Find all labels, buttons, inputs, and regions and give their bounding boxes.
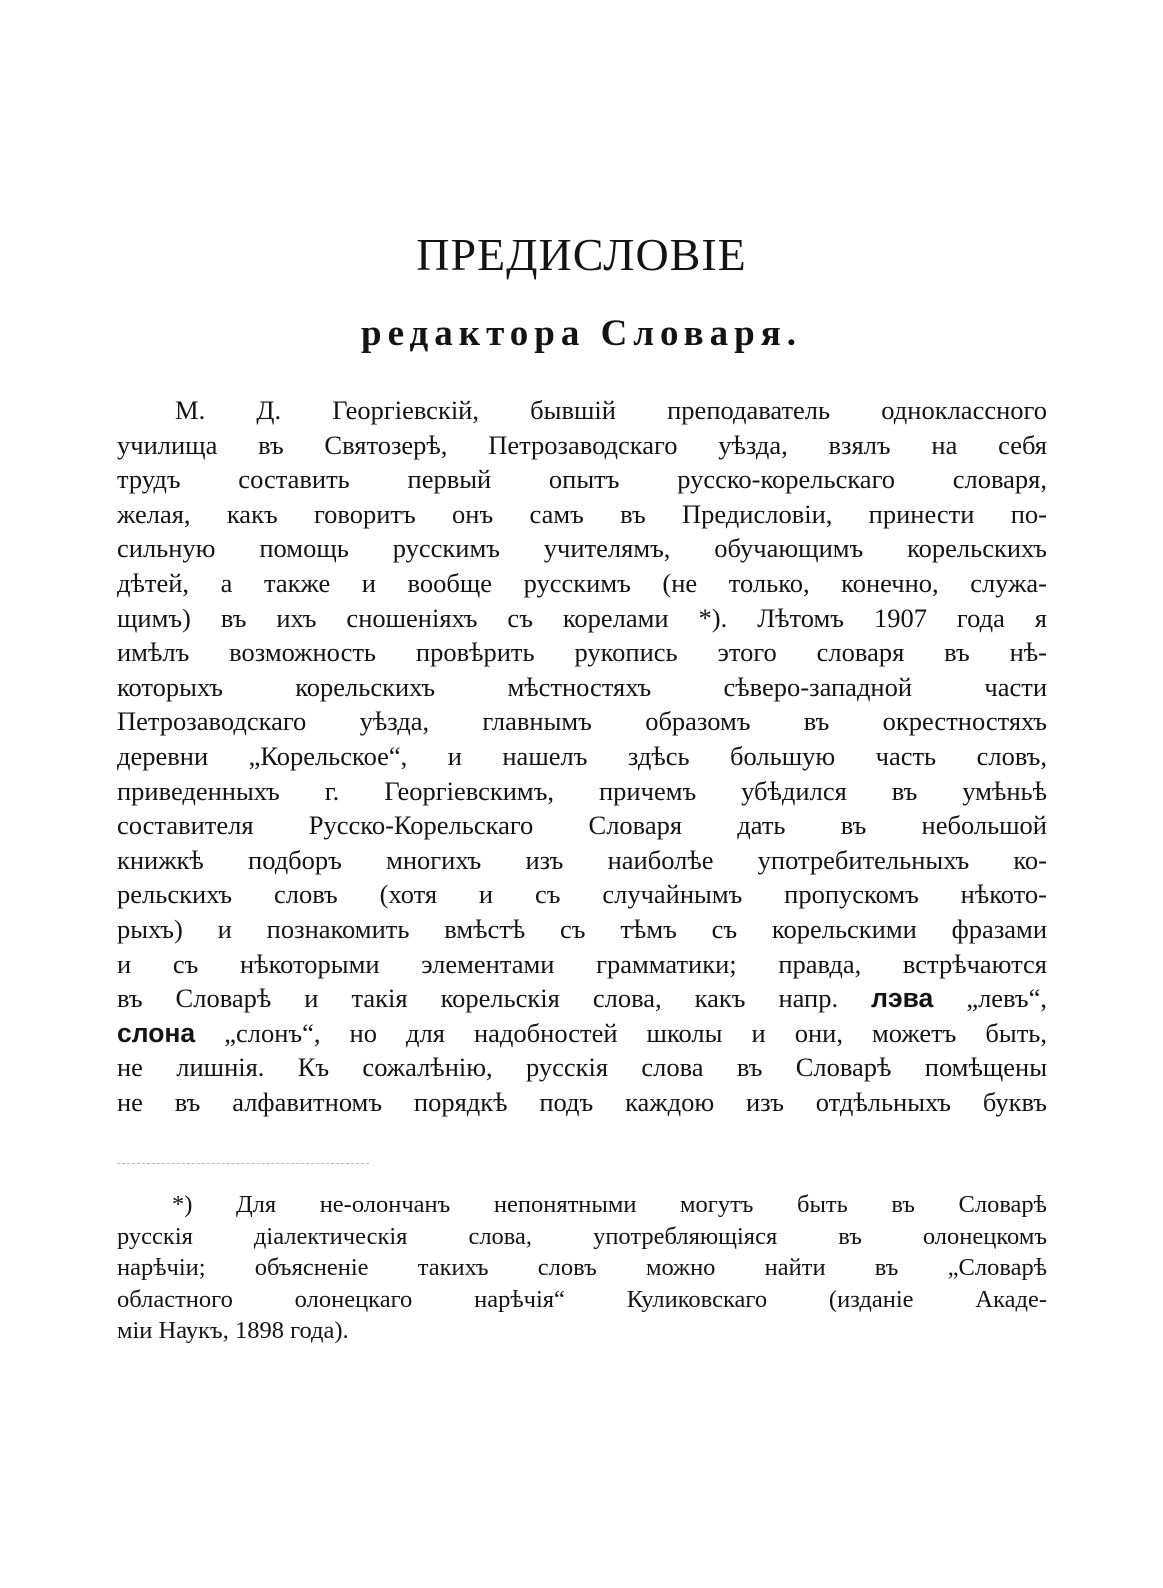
- body-line-text: „слонъ“, но для надобностей школы и они, можетъ быть,: [224, 1017, 1047, 1048]
- page-subtitle: редактора Словаря.: [361, 313, 802, 354]
- main-paragraph: [117, 393, 1047, 1119]
- body-line: составителя Русско-Корельскаго Словаря дать въ небольшой: [117, 810, 1047, 841]
- body-line: приведенныхъ г. Георгіевскимъ, причемъ убѣдился въ умѣньѣ: [117, 775, 1047, 806]
- karelian-word: лэва: [871, 983, 934, 1014]
- footnote-line: нарѣчіи; объясненіе такихъ словъ можно найти въ „Словарѣ: [117, 1254, 1047, 1281]
- body-line: и съ нѣкоторыми элементами грамматики; правда, встрѣчаются: [117, 948, 1047, 979]
- body-line: которыхъ корельскихъ мѣстностяхъ сѣверо-западной части: [117, 671, 1047, 702]
- footnote-line: міи Наукъ, 1898 года).: [117, 1317, 349, 1344]
- body-line: книжкѣ подборъ многихъ изъ наиболѣе употребительныхъ ко-: [117, 844, 1047, 875]
- footnote-line: областного олонецкаго нарѣчія“ Куликовскаго (изданіе Акаде-: [117, 1285, 1047, 1313]
- body-line: имѣлъ возможность провѣрить рукопись этого словаря въ нѣ-: [117, 637, 1047, 668]
- body-line-with-example: [117, 981, 1047, 1016]
- footnote-line: русскія діалектическія слова, употребляющіяся въ олонецкомъ: [117, 1222, 1047, 1250]
- body-line-with-example: [117, 1016, 1047, 1051]
- body-line: М. Д. Георгіевскій, бывшій преподаватель одноклассного: [175, 395, 1047, 425]
- footnote-separator: [117, 1163, 369, 1164]
- body-line: рыхъ) и познакомить вмѣстѣ съ тѣмъ съ корельскими фразами: [117, 913, 1047, 944]
- body-line: училища въ Святозерѣ, Петрозаводскаго уѣзда, взялъ на себя: [117, 429, 1047, 460]
- karelian-word: слона: [117, 1017, 196, 1048]
- body-line: не лишнія. Къ сожалѣнію, русскія слова въ Словарѣ помѣщены: [117, 1052, 1047, 1083]
- body-line: щимъ) въ ихъ сношеніяхъ съ корелами *). Лѣтомъ 1907 года я: [117, 602, 1047, 633]
- body-line: дѣтей, а также и вообще русскимъ (не только, конечно, служа-: [117, 567, 1047, 598]
- page-title: ПРЕДИСЛОВІЕ: [416, 229, 747, 280]
- body-line-text: „левъ“,: [966, 983, 1048, 1014]
- body-line: Петрозаводскаго уѣзда, главнымъ образомъ въ окрестностяхъ: [117, 706, 1047, 737]
- body-line: желая, какъ говоритъ онъ самъ въ Предисловіи, принести по-: [117, 498, 1047, 529]
- body-line: трудъ составить первый опытъ русско-корельскаго словаря,: [117, 464, 1047, 495]
- footnote: [117, 1189, 1047, 1347]
- body-line: не въ алфавитномъ порядкѣ подъ каждою изъ отдѣльныхъ буквъ: [117, 1086, 1047, 1117]
- body-line: рельскихъ словъ (хотя и съ случайнымъ пропускомъ нѣкото-: [117, 879, 1047, 910]
- body-line: деревни „Корельское“, и нашелъ здѣсь большую часть словъ,: [117, 740, 1047, 771]
- footnote-line: *) Для не-олончанъ непонятными могутъ быть въ Словарѣ: [172, 1191, 1047, 1218]
- body-line-text: въ Словарѣ и такія корельскія слова, какъ напр.: [117, 983, 839, 1014]
- body-line: сильную помощь русскимъ учителямъ, обучающимъ корельскихъ: [117, 533, 1047, 564]
